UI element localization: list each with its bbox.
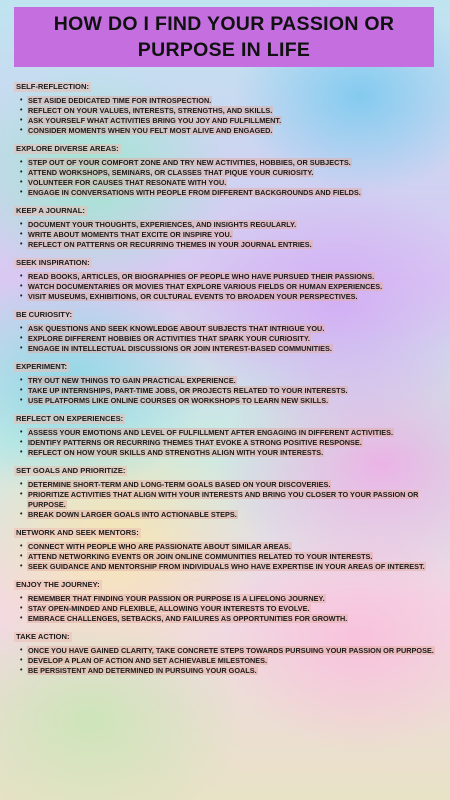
section-heading: REFLECT ON EXPERIENCES: xyxy=(16,414,124,423)
list-item xyxy=(20,240,440,250)
list-item xyxy=(20,106,440,116)
list-item xyxy=(20,594,440,604)
list-item xyxy=(20,480,440,490)
title-banner xyxy=(14,7,434,67)
list-item-text: REMEMBER THAT FINDING YOUR PASSION OR PURPOSE IS A LIFELONG JOURNEY. xyxy=(28,594,325,603)
bullet-list xyxy=(14,480,440,520)
list-item xyxy=(20,438,440,448)
section-heading: BE CURIOSITY: xyxy=(16,310,72,319)
bullet-list xyxy=(14,220,440,250)
list-item xyxy=(20,282,440,292)
list-item-text: ATTEND NETWORKING EVENTS OR JOIN ONLINE COMMUNITIES RELATED TO YOUR INTERESTS. xyxy=(28,552,373,561)
section xyxy=(14,250,440,302)
list-item-text: SET ASIDE DEDICATED TIME FOR INTROSPECTION. xyxy=(28,96,212,105)
list-item xyxy=(20,178,440,188)
list-item xyxy=(20,292,440,302)
section-heading: TAKE ACTION: xyxy=(16,632,70,641)
section xyxy=(14,406,440,458)
bullet-list xyxy=(14,376,440,406)
list-item-text: ASK QUESTIONS AND SEEK KNOWLEDGE ABOUT SUBJECTS THAT INTRIGUE YOU. xyxy=(28,324,325,333)
list-item xyxy=(20,324,440,334)
list-item xyxy=(20,386,440,396)
list-item-text: DETERMINE SHORT-TERM AND LONG-TERM GOALS BASED ON YOUR DISCOVERIES. xyxy=(28,480,331,489)
list-item xyxy=(20,188,440,198)
list-item-text: TRY OUT NEW THINGS TO GAIN PRACTICAL EXPERIENCE. xyxy=(28,376,236,385)
list-item xyxy=(20,158,440,168)
list-item-text: SEEK GUIDANCE AND MENTORSHIP FROM INDIVIDUALS WHO HAVE EXPERTISE IN YOUR AREAS OF INTEREST. xyxy=(28,562,425,571)
list-item-text: PRIORITIZE ACTIVITIES THAT ALIGN WITH YOUR INTERESTS AND BRING YOU CLOSER TO YOUR PASSION OR PURPOSE. xyxy=(28,490,419,509)
list-item-text: ATTEND WORKSHOPS, SEMINARS, OR CLASSES THAT PIQUE YOUR CURIOSITY. xyxy=(28,168,314,177)
list-item-text: WATCH DOCUMENTARIES OR MOVIES THAT EXPLORE VARIOUS FIELDS OR HUMAN EXPERIENCES. xyxy=(28,282,383,291)
list-item xyxy=(20,542,440,552)
list-item xyxy=(20,656,440,666)
list-item xyxy=(20,116,440,126)
bullet-list xyxy=(14,158,440,198)
list-item-text: USE PLATFORMS LIKE ONLINE COURSES OR WORKSHOPS TO LEARN NEW SKILLS. xyxy=(28,396,329,405)
list-item-text: EMBRACE CHALLENGES, SETBACKS, AND FAILURES AS OPPORTUNITIES FOR GROWTH. xyxy=(28,614,348,623)
list-item-text: READ BOOKS, ARTICLES, OR BIOGRAPHIES OF PEOPLE WHO HAVE PURSUED THEIR PASSIONS. xyxy=(28,272,375,281)
list-item xyxy=(20,646,440,656)
list-item-text: ENGAGE IN INTELLECTUAL DISCUSSIONS OR JOIN INTEREST-BASED COMMUNITIES. xyxy=(28,344,332,353)
list-item xyxy=(20,562,440,572)
bullet-list xyxy=(14,428,440,458)
list-item xyxy=(20,428,440,438)
list-item-text: STEP OUT OF YOUR COMFORT ZONE AND TRY NEW ACTIVITIES, HOBBIES, OR SUBJECTS. xyxy=(28,158,351,167)
list-item xyxy=(20,510,440,520)
list-item xyxy=(20,396,440,406)
list-item-text: ENGAGE IN CONVERSATIONS WITH PEOPLE FROM DIFFERENT BACKGROUNDS AND FIELDS. xyxy=(28,188,361,197)
section xyxy=(14,354,440,406)
list-item-text: CONSIDER MOMENTS WHEN YOU FELT MOST ALIVE AND ENGAGED. xyxy=(28,126,273,135)
section xyxy=(14,458,440,520)
list-item-text: BREAK DOWN LARGER GOALS INTO ACTIONABLE STEPS. xyxy=(28,510,237,519)
bullet-list xyxy=(14,646,440,676)
list-item-text: REFLECT ON HOW YOUR SKILLS AND STRENGTHS ALIGN WITH YOUR INTERESTS. xyxy=(28,448,324,457)
section-heading: KEEP A JOURNAL: xyxy=(16,206,85,215)
section xyxy=(14,624,440,676)
list-item-text: VOLUNTEER FOR CAUSES THAT RESONATE WITH YOU. xyxy=(28,178,227,187)
list-item xyxy=(20,490,440,510)
list-item xyxy=(20,614,440,624)
section xyxy=(14,136,440,198)
section-heading: NETWORK AND SEEK MENTORS: xyxy=(16,528,139,537)
section xyxy=(14,572,440,624)
list-item-text: TAKE UP INTERNSHIPS, PART-TIME JOBS, OR PROJECTS RELATED TO YOUR INTERESTS. xyxy=(28,386,348,395)
bullet-list xyxy=(14,96,440,136)
bullet-list xyxy=(14,594,440,624)
section-heading: SEEK INSPIRATION: xyxy=(16,258,90,267)
list-item xyxy=(20,666,440,676)
list-item-text: ASK YOURSELF WHAT ACTIVITIES BRING YOU JOY AND FULFILLMENT. xyxy=(28,116,282,125)
list-item xyxy=(20,272,440,282)
list-item xyxy=(20,344,440,354)
list-item-text: ASSESS YOUR EMOTIONS AND LEVEL OF FULFILLMENT AFTER ENGAGING IN DIFFERENT ACTIVITIES. xyxy=(28,428,393,437)
list-item xyxy=(20,604,440,614)
section-heading: SET GOALS AND PRIORITIZE: xyxy=(16,466,126,475)
section-heading: EXPERIMENT: xyxy=(16,362,68,371)
list-item-text: CONNECT WITH PEOPLE WHO ARE PASSIONATE ABOUT SIMILAR AREAS. xyxy=(28,542,291,551)
section xyxy=(14,520,440,572)
bullet-list xyxy=(14,272,440,302)
bullet-list xyxy=(14,542,440,572)
list-item xyxy=(20,230,440,240)
list-item-text: REFLECT ON YOUR VALUES, INTERESTS, STRENGTHS, AND SKILLS. xyxy=(28,106,273,115)
list-item xyxy=(20,552,440,562)
list-item-text: BE PERSISTENT AND DETERMINED IN PURSUING YOUR GOALS. xyxy=(28,666,257,675)
list-item-text: DOCUMENT YOUR THOUGHTS, EXPERIENCES, AND INSIGHTS REGULARLY. xyxy=(28,220,297,229)
list-item-text: REFLECT ON PATTERNS OR RECURRING THEMES IN YOUR JOURNAL ENTRIES. xyxy=(28,240,312,249)
section xyxy=(14,302,440,354)
section-heading: ENJOY THE JOURNEY: xyxy=(16,580,100,589)
list-item xyxy=(20,334,440,344)
section-heading: EXPLORE DIVERSE AREAS: xyxy=(16,144,119,153)
list-item xyxy=(20,168,440,178)
bullet-list xyxy=(14,324,440,354)
list-item xyxy=(20,96,440,106)
list-item-text: ONCE YOU HAVE GAINED CLARITY, TAKE CONCRETE STEPS TOWARDS PURSUING YOUR PASSION OR PURPOSE. xyxy=(28,646,434,655)
content-area xyxy=(14,76,440,676)
list-item xyxy=(20,376,440,386)
section xyxy=(14,198,440,250)
list-item-text: DEVELOP A PLAN OF ACTION AND SET ACHIEVABLE MILESTONES. xyxy=(28,656,268,665)
list-item-text: VISIT MUSEUMS, EXHIBITIONS, OR CULTURAL EVENTS TO BROADEN YOUR PERSPECTIVES. xyxy=(28,292,358,301)
section-heading: SELF-REFLECTION: xyxy=(16,82,89,91)
list-item xyxy=(20,448,440,458)
list-item-text: STAY OPEN-MINDED AND FLEXIBLE, ALLOWING YOUR INTERESTS TO EVOLVE. xyxy=(28,604,310,613)
list-item xyxy=(20,220,440,230)
list-item-text: EXPLORE DIFFERENT HOBBIES OR ACTIVITIES THAT SPARK YOUR CURIOSITY. xyxy=(28,334,310,343)
section xyxy=(14,76,440,136)
list-item-text: WRITE ABOUT MOMENTS THAT EXCITE OR INSPIRE YOU. xyxy=(28,230,232,239)
page-title: HOW DO I FIND YOUR PASSION OR PURPOSE IN LIFE xyxy=(53,13,395,61)
list-item-text: IDENTIFY PATTERNS OR RECURRING THEMES THAT EVOKE A STRONG POSITIVE RESPONSE. xyxy=(28,438,362,447)
list-item xyxy=(20,126,440,136)
